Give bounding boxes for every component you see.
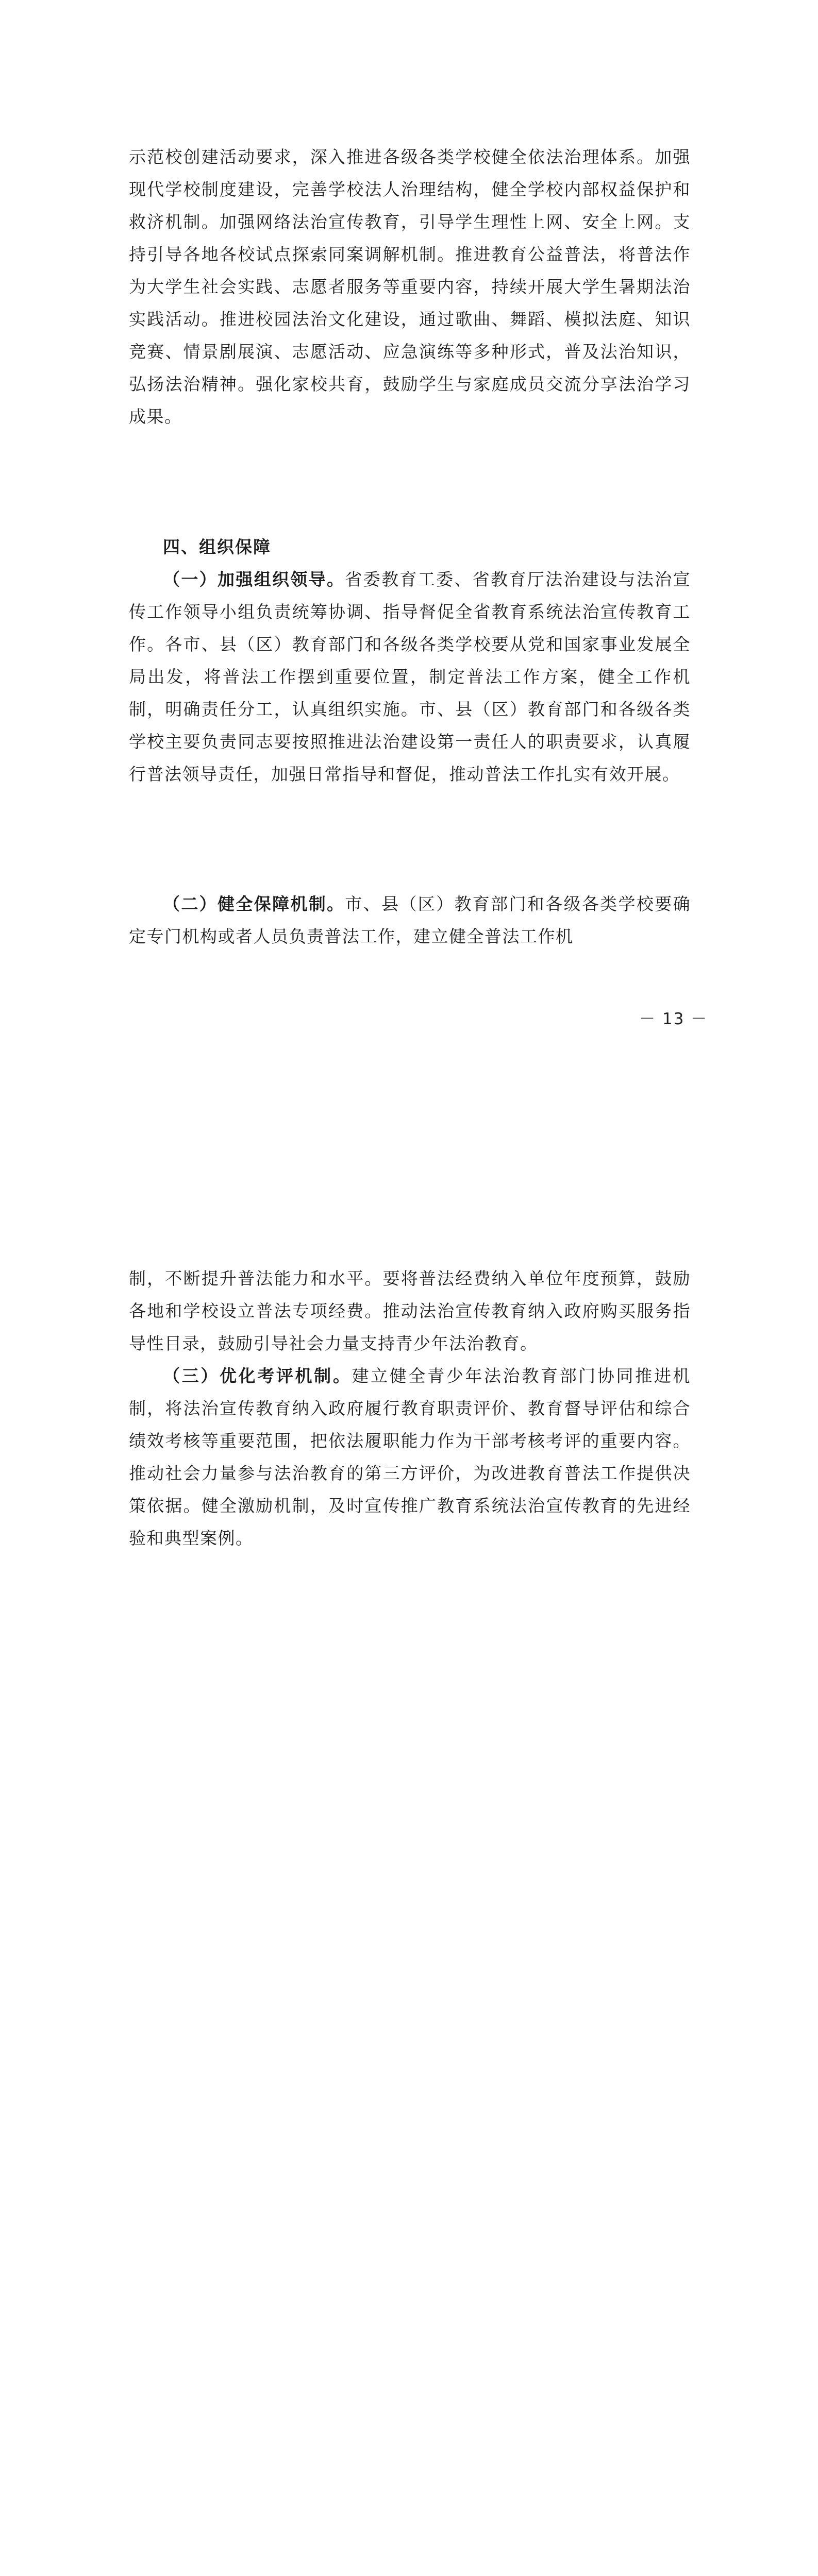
page-number-13: － 13 － [639, 1010, 708, 1028]
evaluation-mechanism-body: 建立健全青少年法治教育部门协同推进机制，将法治宣传教育纳入政府履行教育职责评价、教育督导评估和综合绩效考核等重要范围，把依法履职能力作为干部考核考评的重要内容。推动社会力量参与法治教育的第三方评价，为改进教育普法工作提供决策依据。健全激励机制，及时宣传推广教育系统法治宣传教育的先进经验和典型案例。 [129, 1366, 691, 1548]
page-13 [0, 0, 818, 1108]
organization-leadership-body: 省委教育工委、省教育厅法治建设与法治宣传工作领导小组负责统筹协调、指导督促全省教育系统法治宣传教育工作。各市、县（区）教育部门和各级各类学校要从党和国家事业发展全局出发，将普法工作摆到重要位置，制定普法工作方案，健全工作机制，明确责任分工，认真组织实施。市、县（区）教育部门和各级各类学校主要负责同志要按照推进法治建设第一责任人的职责要求，认真履行普法领导责任，加强日常指导和督促，推动普法工作扎实有效开展。 [129, 569, 691, 784]
guarantee-mechanism-body-start: 市、县（区）教育部门和各级各类学校要确定专门机构或者人员负责普法工作，建立健全普法工作机 [129, 894, 691, 946]
paragraph-guarantee-mechanism [129, 888, 691, 953]
subheading-guarantee-mechanism: （二）健全保障机制。 [163, 894, 345, 914]
paragraph-organization-leadership [129, 563, 691, 790]
subheading-evaluation-mechanism: （三）优化考评机制。 [163, 1366, 352, 1386]
page-14 [0, 1108, 818, 2576]
paragraph-guarantee-mechanism-continued: 制，不断提升普法能力和水平。要将普法经费纳入单位年度预算，鼓励各地和学校设立普法专项经费。推动法治宣传教育纳入政府购买服务指导性目录，鼓励引导社会力量支持青少年法治教育。 [129, 1268, 691, 1353]
subheading-organization-leadership: （一）加强组织领导。 [163, 569, 345, 589]
paragraph-evaluation-mechanism [129, 1360, 691, 1554]
section-heading-organization: 四、组织保障 [163, 537, 271, 557]
paragraph-school-governance: 示范校创建活动要求，深入推进各级各类学校健全依法治理体系。加强现代学校制度建设，完善学校法人治理结构，健全学校内部权益保护和救济机制。加强网络法治宣传教育，引导学生理性上网、安全上网。支持引导各地各校试点探索同案调解机制。推进教育公益普法，将普法作为大学生社会实践、志愿者服务等重要内容，持续开展大学生暑期法治实践活动。推进校园法治文化建设，通过歌曲、舞蹈、模拟法庭、知识竞赛、情景剧展演、志愿活动、应急演练等多种形式，普及法治知识，弘扬法治精神。强化家校共育，鼓励学生与家庭成员交流分享法治学习成果。 [129, 147, 691, 427]
